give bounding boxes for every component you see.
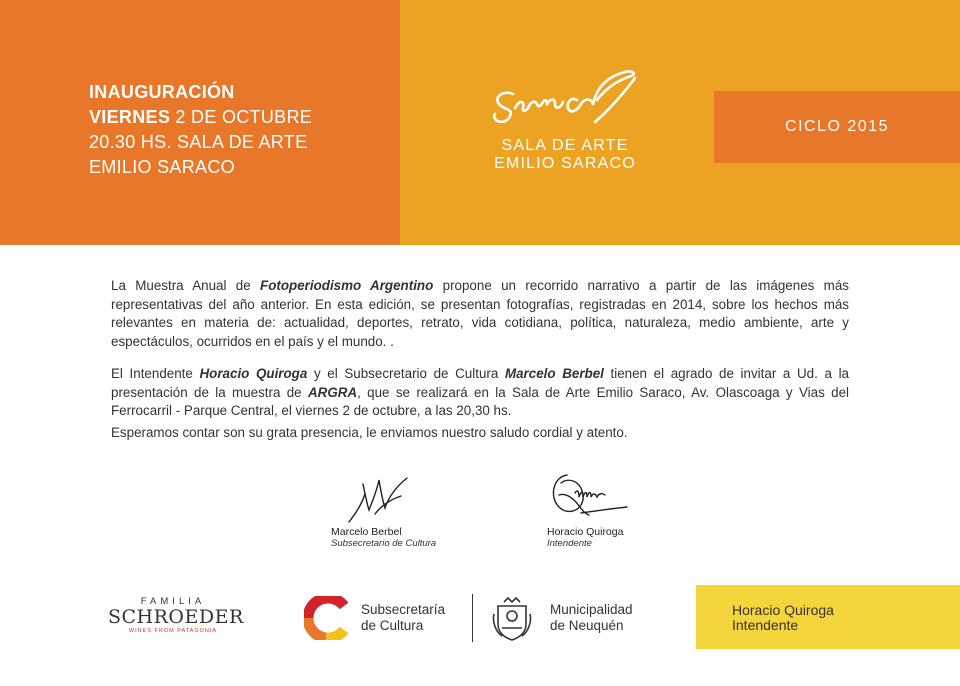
sala-logo-line1: SALA DE ARTE xyxy=(501,137,629,154)
signature-name: Horacio Quiroga xyxy=(547,526,624,538)
cultura-c-icon xyxy=(304,596,348,640)
signature-block-quiroga xyxy=(547,526,623,549)
signature-name: Marcelo Berbel xyxy=(331,526,402,538)
signature-block-berbel xyxy=(331,526,436,549)
inauguration-date: VIERNES 2 DE OCTUBRE xyxy=(89,107,313,127)
sala-logo-line2: EMILIO SARACO xyxy=(494,155,636,172)
intendente-badge: Horacio Quiroga Intendente xyxy=(696,585,960,649)
inauguration-info xyxy=(89,80,312,180)
sala-logo-text xyxy=(470,137,660,173)
logo-divider xyxy=(472,594,473,642)
signature-berbel-icon xyxy=(345,470,415,528)
inauguration-time: 20.30 HS. SALA DE ARTE xyxy=(89,132,308,152)
paragraph-description: La Muestra Anual de Fotoperiodismo Argentino propone un recorrido narrativo a partir de las imágenes más representativas del año anterior. En esta edición, se presentan fotografías, registradas en 2014, sobre los hechos más relevantes en materia de: actualidad, deportes, retrato, vida cotidiana, política, naturaleza, medio ambiente, arte y espectáculos, ocurridos en el país y el mundo. . xyxy=(111,278,849,349)
cycle-badge xyxy=(714,91,960,163)
municipalidad-neuquen-logo: Municipalidad de Neuquén xyxy=(490,594,660,642)
paragraph-closing: Esperamos contar son su grata presencia, le enviamos nuestro saludo cordial y atento. xyxy=(111,424,628,440)
header-banner xyxy=(0,0,960,245)
cycle-label: CICLO 2015 xyxy=(785,118,889,135)
signature-role: Intendente xyxy=(547,538,592,549)
subsecretaria-cultura-logo: Subsecretaría de Cultura xyxy=(304,596,474,640)
familia-schroeder-logo: FAMILIA SCHROEDER WINES FROM PATAGONIA xyxy=(108,596,244,634)
signature-quiroga-icon xyxy=(545,467,631,523)
inauguration-title: INAUGURACIÓN xyxy=(89,82,235,102)
signature-role: Subsecretario de Cultura xyxy=(331,538,437,549)
header-left-panel xyxy=(0,0,400,245)
saraco-signature-icon xyxy=(485,64,655,134)
invitation-body xyxy=(111,277,849,442)
paragraph-invitation: El Intendente Horacio Quiroga y el Subsecretario de Cultura Marcelo Berbel tienen el agrado de invitar a Ud. a la presentación de la muestra de ARGRA, que se realizará en la Sala de Arte Emilio Saraco, Av. Olascoaga y Vias del Ferrocarril - Parque Central, el viernes 2 de octubre, a las 20,30 hs. xyxy=(111,366,849,418)
inauguration-venue: EMILIO SARACO xyxy=(89,157,235,177)
municipal-crest-icon xyxy=(490,594,534,642)
